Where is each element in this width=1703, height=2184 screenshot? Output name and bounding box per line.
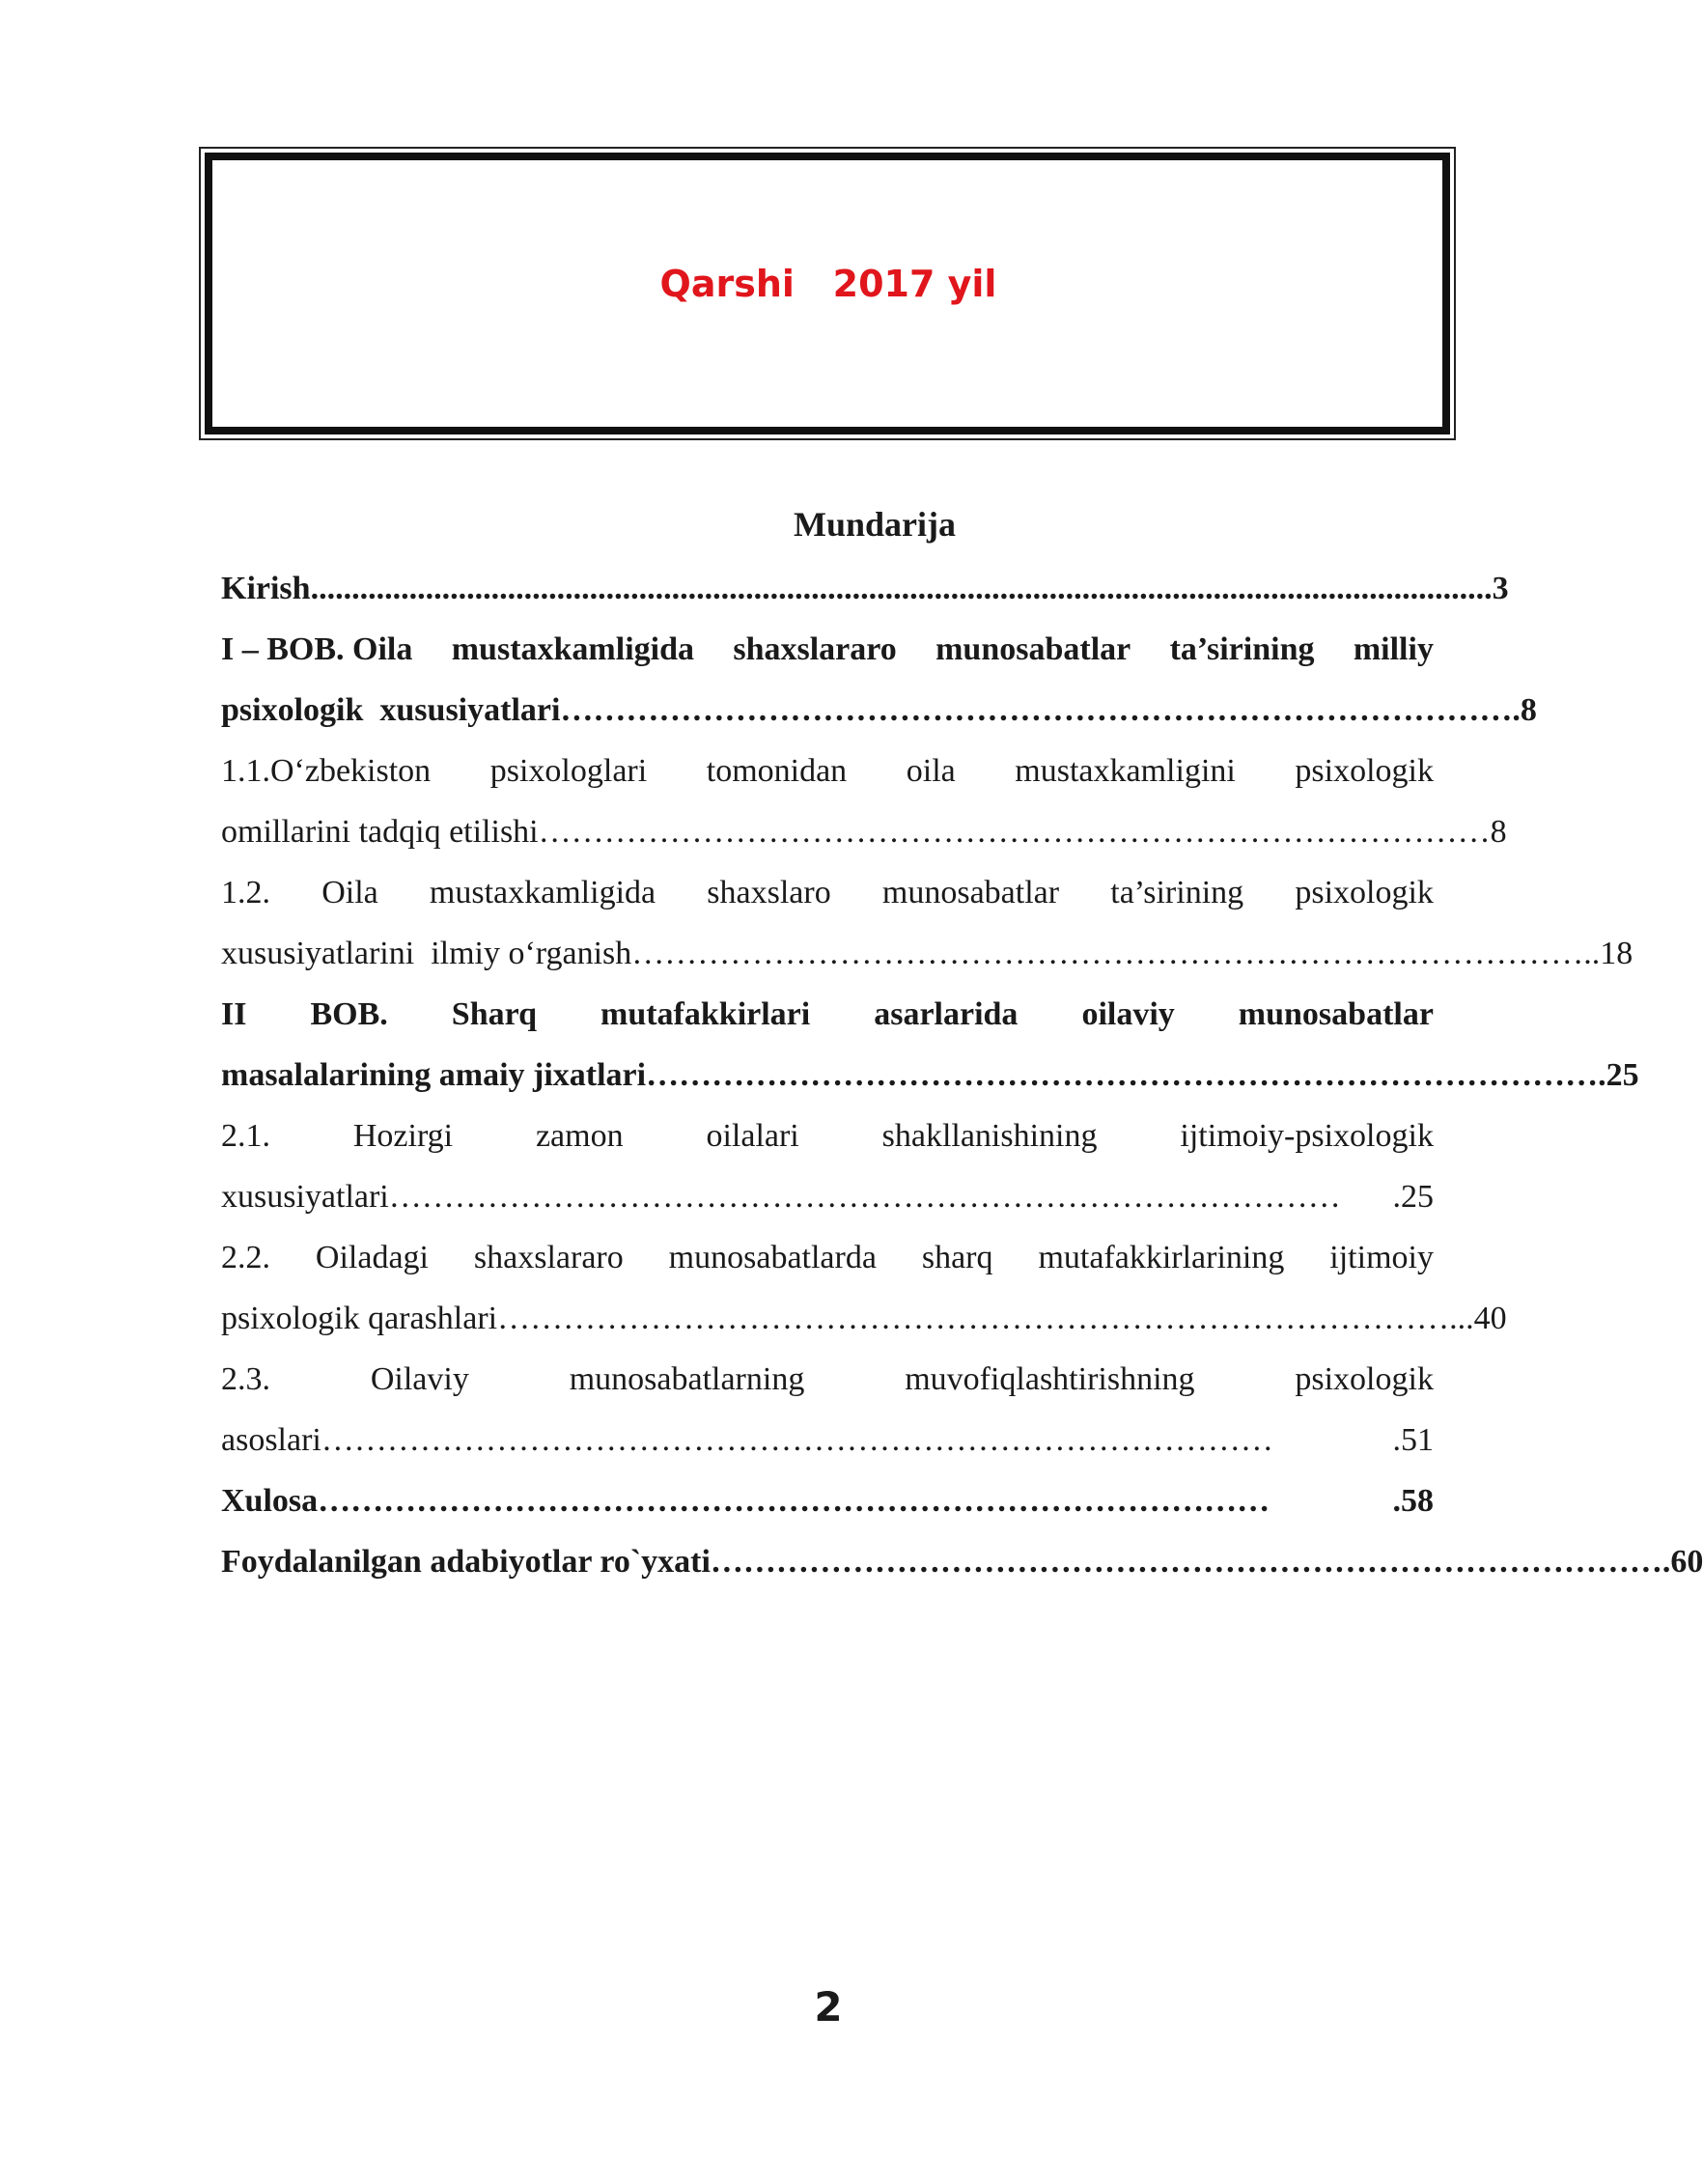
toc-page-number: 8 [1490, 814, 1507, 850]
toc-word: psixologik [1295, 875, 1434, 910]
toc-word: Oiladagi [315, 1240, 429, 1275]
dot-leader: …………………………………………………………………………… [631, 936, 1584, 971]
toc-word: munosabatlar [935, 631, 1131, 667]
toc-entry [221, 984, 1639, 1106]
toc-word: munosabatlar [1238, 996, 1434, 1032]
toc-word: Oila [321, 875, 378, 910]
page-number: 2 [814, 1983, 843, 2030]
toc-entry-line [221, 862, 1434, 923]
toc-word: shaxslararo [733, 631, 897, 667]
toc-word: oilaviy [1081, 996, 1175, 1032]
table-of-contents [221, 558, 1703, 1592]
toc-entry [221, 1470, 1434, 1531]
toc-entry [221, 741, 1507, 862]
toc-word: 2.1. [221, 1118, 270, 1154]
toc-word: mutafakkirlari [600, 996, 811, 1032]
toc-entry-line [221, 1106, 1434, 1166]
toc-word: 1.1.O‘zbekiston [221, 753, 432, 789]
toc-entry-last-line [221, 1531, 1703, 1592]
toc-entry-line [221, 1349, 1434, 1410]
toc-entry-text: asoslari [221, 1422, 321, 1458]
toc-entry-text: psixologik qarashlari [221, 1301, 498, 1336]
toc-word: munosabatlarning [569, 1361, 805, 1397]
toc-word: mustaxkamligida [429, 875, 656, 910]
toc-word: Oilaviy [370, 1361, 469, 1397]
toc-page-number: 3 [1492, 571, 1509, 606]
toc-word: ijtimoiy [1329, 1240, 1434, 1275]
toc-word: milliy [1353, 631, 1434, 667]
year: 2017 yil [832, 263, 997, 305]
toc-word: tomonidan [706, 753, 848, 789]
toc-word: 2.3. [221, 1361, 270, 1397]
toc-word: BOB. [310, 996, 388, 1032]
toc-word: II [221, 996, 247, 1032]
dot-leader: …………………………………………………………………………… [318, 1483, 1270, 1519]
toc-word: zamon [535, 1118, 624, 1154]
toc-entry-line [221, 1227, 1434, 1288]
toc-word: ijtimoiy-psixologik [1180, 1118, 1434, 1154]
dot-leader: …………………………………………………………………………… [388, 1179, 1341, 1215]
toc-word: 2.2. [221, 1240, 270, 1275]
toc-word: shaxslaro [707, 875, 831, 910]
toc-entry [221, 1106, 1434, 1227]
toc-page-number: ..18 [1583, 936, 1633, 971]
toc-word: mustaxkamligida [451, 631, 694, 667]
place-year [56, 263, 1601, 305]
toc-word: ta’sirining [1169, 631, 1315, 667]
toc-word: oila [906, 753, 956, 789]
toc-title: Mundarija [793, 505, 956, 544]
toc-entry [221, 619, 1537, 741]
toc-word: mutafakkirlarining [1038, 1240, 1285, 1275]
toc-entry-last-line [221, 1045, 1639, 1106]
toc-entry [221, 1531, 1703, 1592]
toc-entry-last-line [221, 558, 1509, 619]
toc-entry-text: xususiyatlarini ilmiy o‘rganish [221, 936, 632, 971]
dot-leader: …………………………………………………………………………… [321, 1422, 1273, 1458]
toc-word: asarlarida [874, 996, 1019, 1032]
toc-entry-text: Foydalanilgan adabiyotlar ro`yxati [221, 1544, 711, 1580]
toc-page-number: ...40 [1449, 1301, 1507, 1336]
toc-entry-last-line [221, 680, 1537, 741]
place: Qarshi [659, 263, 795, 305]
dot-leader: …………………………………………………………………………… [497, 1301, 1450, 1336]
toc-word: muvofiqlashtirishning [905, 1361, 1195, 1397]
toc-page-number: .60 [1661, 1544, 1703, 1580]
toc-page-number: .8 [1512, 692, 1537, 728]
toc-entry-last-line [221, 923, 1633, 984]
toc-word: sharq [921, 1240, 993, 1275]
toc-entry-text: psixologik xususiyatlari [221, 692, 561, 728]
toc-word: psixologik [1295, 1361, 1434, 1397]
dot-leader: …………………………………………………………………………… [538, 814, 1491, 850]
toc-page-number: .25 [1392, 1179, 1434, 1215]
toc-entry-line [221, 619, 1434, 680]
toc-entry-text: omillarini tadqiq etilishi [221, 814, 539, 850]
toc-word: psixologlari [489, 753, 648, 789]
toc-entry-last-line [221, 801, 1507, 862]
toc-page-number: .58 [1392, 1483, 1434, 1519]
toc-page-number: .25 [1598, 1057, 1639, 1093]
toc-word: Hozirgi [352, 1118, 454, 1154]
toc-word: shakllanishining [881, 1118, 1098, 1154]
toc-word: oilalari [706, 1118, 799, 1154]
dot-leader: …………………………………………………………………………… [710, 1544, 1662, 1580]
toc-word: munosabatlar [881, 875, 1060, 910]
toc-page-number: .51 [1392, 1422, 1434, 1458]
toc-entry-line [221, 741, 1434, 801]
toc-entry-last-line [221, 1470, 1434, 1531]
toc-entry-text: masalalarining amaiy jixatlari [221, 1057, 647, 1093]
toc-entry [221, 1349, 1434, 1470]
toc-entry [221, 558, 1509, 619]
toc-word: munosabatlarda [668, 1240, 877, 1275]
toc-entry [221, 862, 1633, 984]
dot-leader: ................................................................................................................................................ [310, 571, 1493, 606]
toc-word: 1.2. [221, 875, 270, 910]
toc-entry-text: Xulosa [221, 1483, 319, 1519]
toc-entry-last-line [221, 1166, 1434, 1227]
dot-leader: …………………………………………………………………………… [646, 1057, 1599, 1093]
toc-entry [221, 1227, 1507, 1349]
toc-entry-text: Kirish [221, 571, 311, 606]
toc-entry-text: xususiyatlari [221, 1179, 389, 1215]
toc-word: Sharq [451, 996, 537, 1032]
toc-word: I – BOB. Oila [221, 631, 413, 667]
toc-word: psixologik [1295, 753, 1434, 789]
toc-word: ta’sirining [1110, 875, 1244, 910]
toc-entry-last-line [221, 1288, 1507, 1349]
toc-word: mustaxkamligini [1015, 753, 1236, 789]
toc-word: shaxslararo [473, 1240, 624, 1275]
toc-entry-line [221, 984, 1434, 1045]
toc-entry-last-line [221, 1410, 1434, 1470]
dot-leader: …………………………………………………………………………… [560, 692, 1513, 728]
